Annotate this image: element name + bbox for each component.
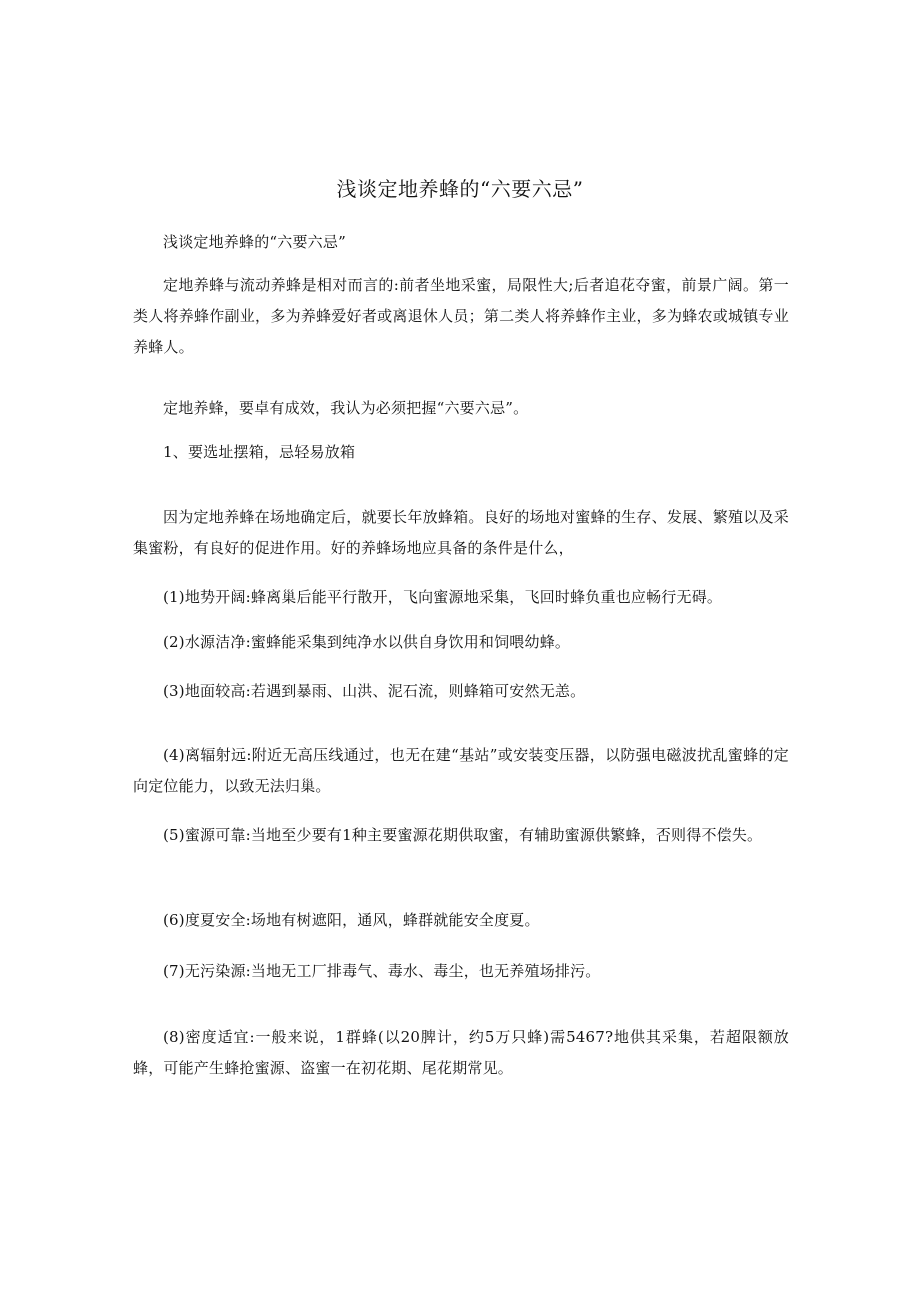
list-item-2: (2)水源洁净:蜜蜂能采集到纯净水以供自身饮用和饲喂幼蜂。 <box>163 633 571 651</box>
list-item-5: (5)蜜源可靠:当地至少要有1种主要蜜源花期供取蜜，有辅助蜜源供繁蜂，否则得不偿失。 <box>163 826 763 844</box>
document-title: 浅谈定地养蜂的“六要六忌” <box>336 177 584 201</box>
list-item-1: (1)地势开阔:蜂离巢后能平行散开，飞向蜜源地采集，飞回时蜂负重也应畅行无碍。 <box>163 588 723 606</box>
paragraph-subtitle: 浅谈定地养蜂的“六要六忌” <box>163 233 346 251</box>
list-item-4: (4)离辐射远:附近无高压线通过，也无在建“基站”或安装变压器，以防强电磁波扰乱蜜蜂的定向定位能力，以致无法归巢。 <box>133 746 789 795</box>
paragraph-site-reason: 因为定地养蜂在场地确定后，就要长年放蜂箱。良好的场地对蜜蜂的生存、发展、繁殖以及采集蜜粉，有良好的促进作用。好的养蜂场地应具备的条件是什么， <box>133 508 789 557</box>
list-item-6: (6)度夏安全:场地有树遮阳，通风，蜂群就能安全度夏。 <box>163 911 540 929</box>
section-heading-1: 1、要选址摆箱，忌轻易放箱 <box>163 443 356 461</box>
list-item-3: (3)地面较高:若遇到暴雨、山洪、泥石流，则蜂箱可安然无恙。 <box>163 682 586 700</box>
list-item-8: (8)密度适宜:一般来说，1群蜂(以20脾计，约5万只蜂)需5467?地供其采集，若超限额放蜂，可能产生蜂抢蜜源、盗蜜一在初花期、尾花期常见。 <box>133 1028 789 1077</box>
list-item-7: (7)无污染源:当地无工厂排毒气、毒水、毒尘，也无养殖场排污。 <box>163 962 601 980</box>
paragraph-intro: 定地养蜂与流动养蜂是相对而言的:前者坐地采蜜，局限性大;后者追花夺蜜，前景广阔。第一类人将养蜂作副业，多为养蜂爱好者或离退休人员；第二类人将养蜂作主业，多为蜂农或城镇专业养蜂人。 <box>133 276 789 356</box>
paragraph-principle: 定地养蜂，要卓有成效，我认为必须把握“六要六忌”。 <box>163 399 529 417</box>
